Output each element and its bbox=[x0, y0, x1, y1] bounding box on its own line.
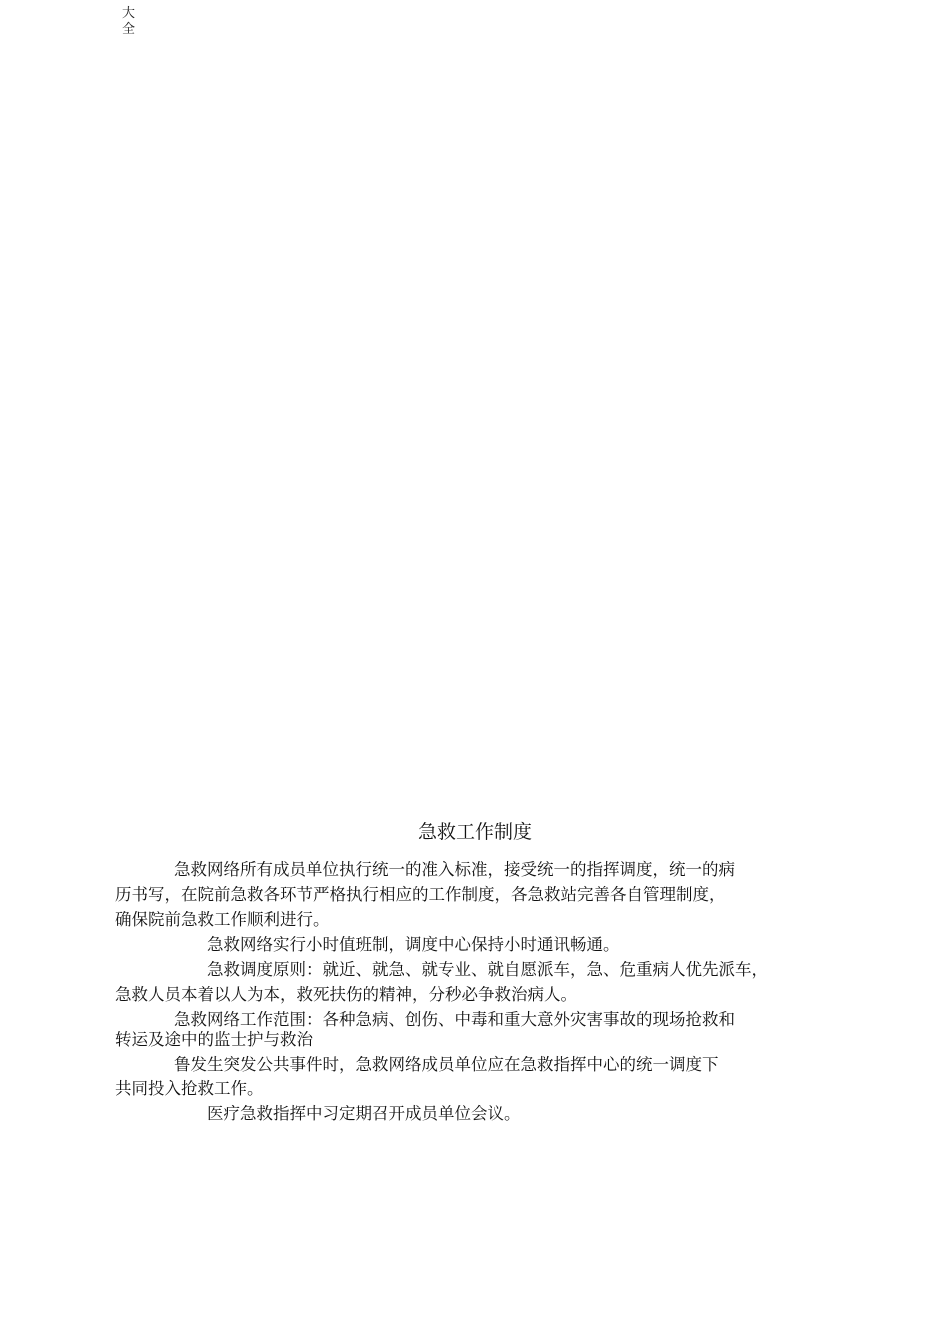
paragraph-line: 急救网络工作范围：各种急病、创伤、中毒和重大意外灾害事故的现场抢救和 bbox=[174, 1010, 735, 1029]
paragraph-line: 鲁发生突发公共事件时，急救网络成员单位应在急救指挥中心的统一调度下 bbox=[174, 1055, 719, 1074]
corner-mark-char: 全 bbox=[122, 22, 136, 37]
paragraph-line: 医疗急救指挥中习定期召开成员单位会议。 bbox=[207, 1104, 521, 1123]
paragraph-line: 共同投入抢救工作。 bbox=[115, 1079, 264, 1098]
paragraph-line: 急救网络所有成员单位执行统一的准入标准，接受统一的指挥调度，统一的病 bbox=[174, 860, 735, 879]
document-title: 急救工作制度 bbox=[417, 821, 532, 843]
corner-mark bbox=[122, 6, 138, 38]
paragraph-line: 急救调度原则：就近、就急、就专业、就自愿派车，急、危重病人优先派车， bbox=[207, 960, 768, 979]
paragraph-line: 历书写，在院前急救各环节严格执行相应的工作制度，各急救站完善各自管理制度， bbox=[115, 885, 726, 904]
paragraph-line: 急救网络实行小时值班制，调度中心保持小时通讯畅通。 bbox=[207, 935, 620, 954]
corner-mark-char: 大 bbox=[122, 6, 136, 21]
paragraph-line: 转运及途中的监士护与救治 bbox=[115, 1030, 313, 1049]
paragraph-line: 确保院前急救工作顺利进行。 bbox=[115, 910, 330, 929]
paragraph-line: 急救人员本着以人为本，救死扶伤的精神，分秒必争救治病人。 bbox=[115, 985, 577, 1004]
